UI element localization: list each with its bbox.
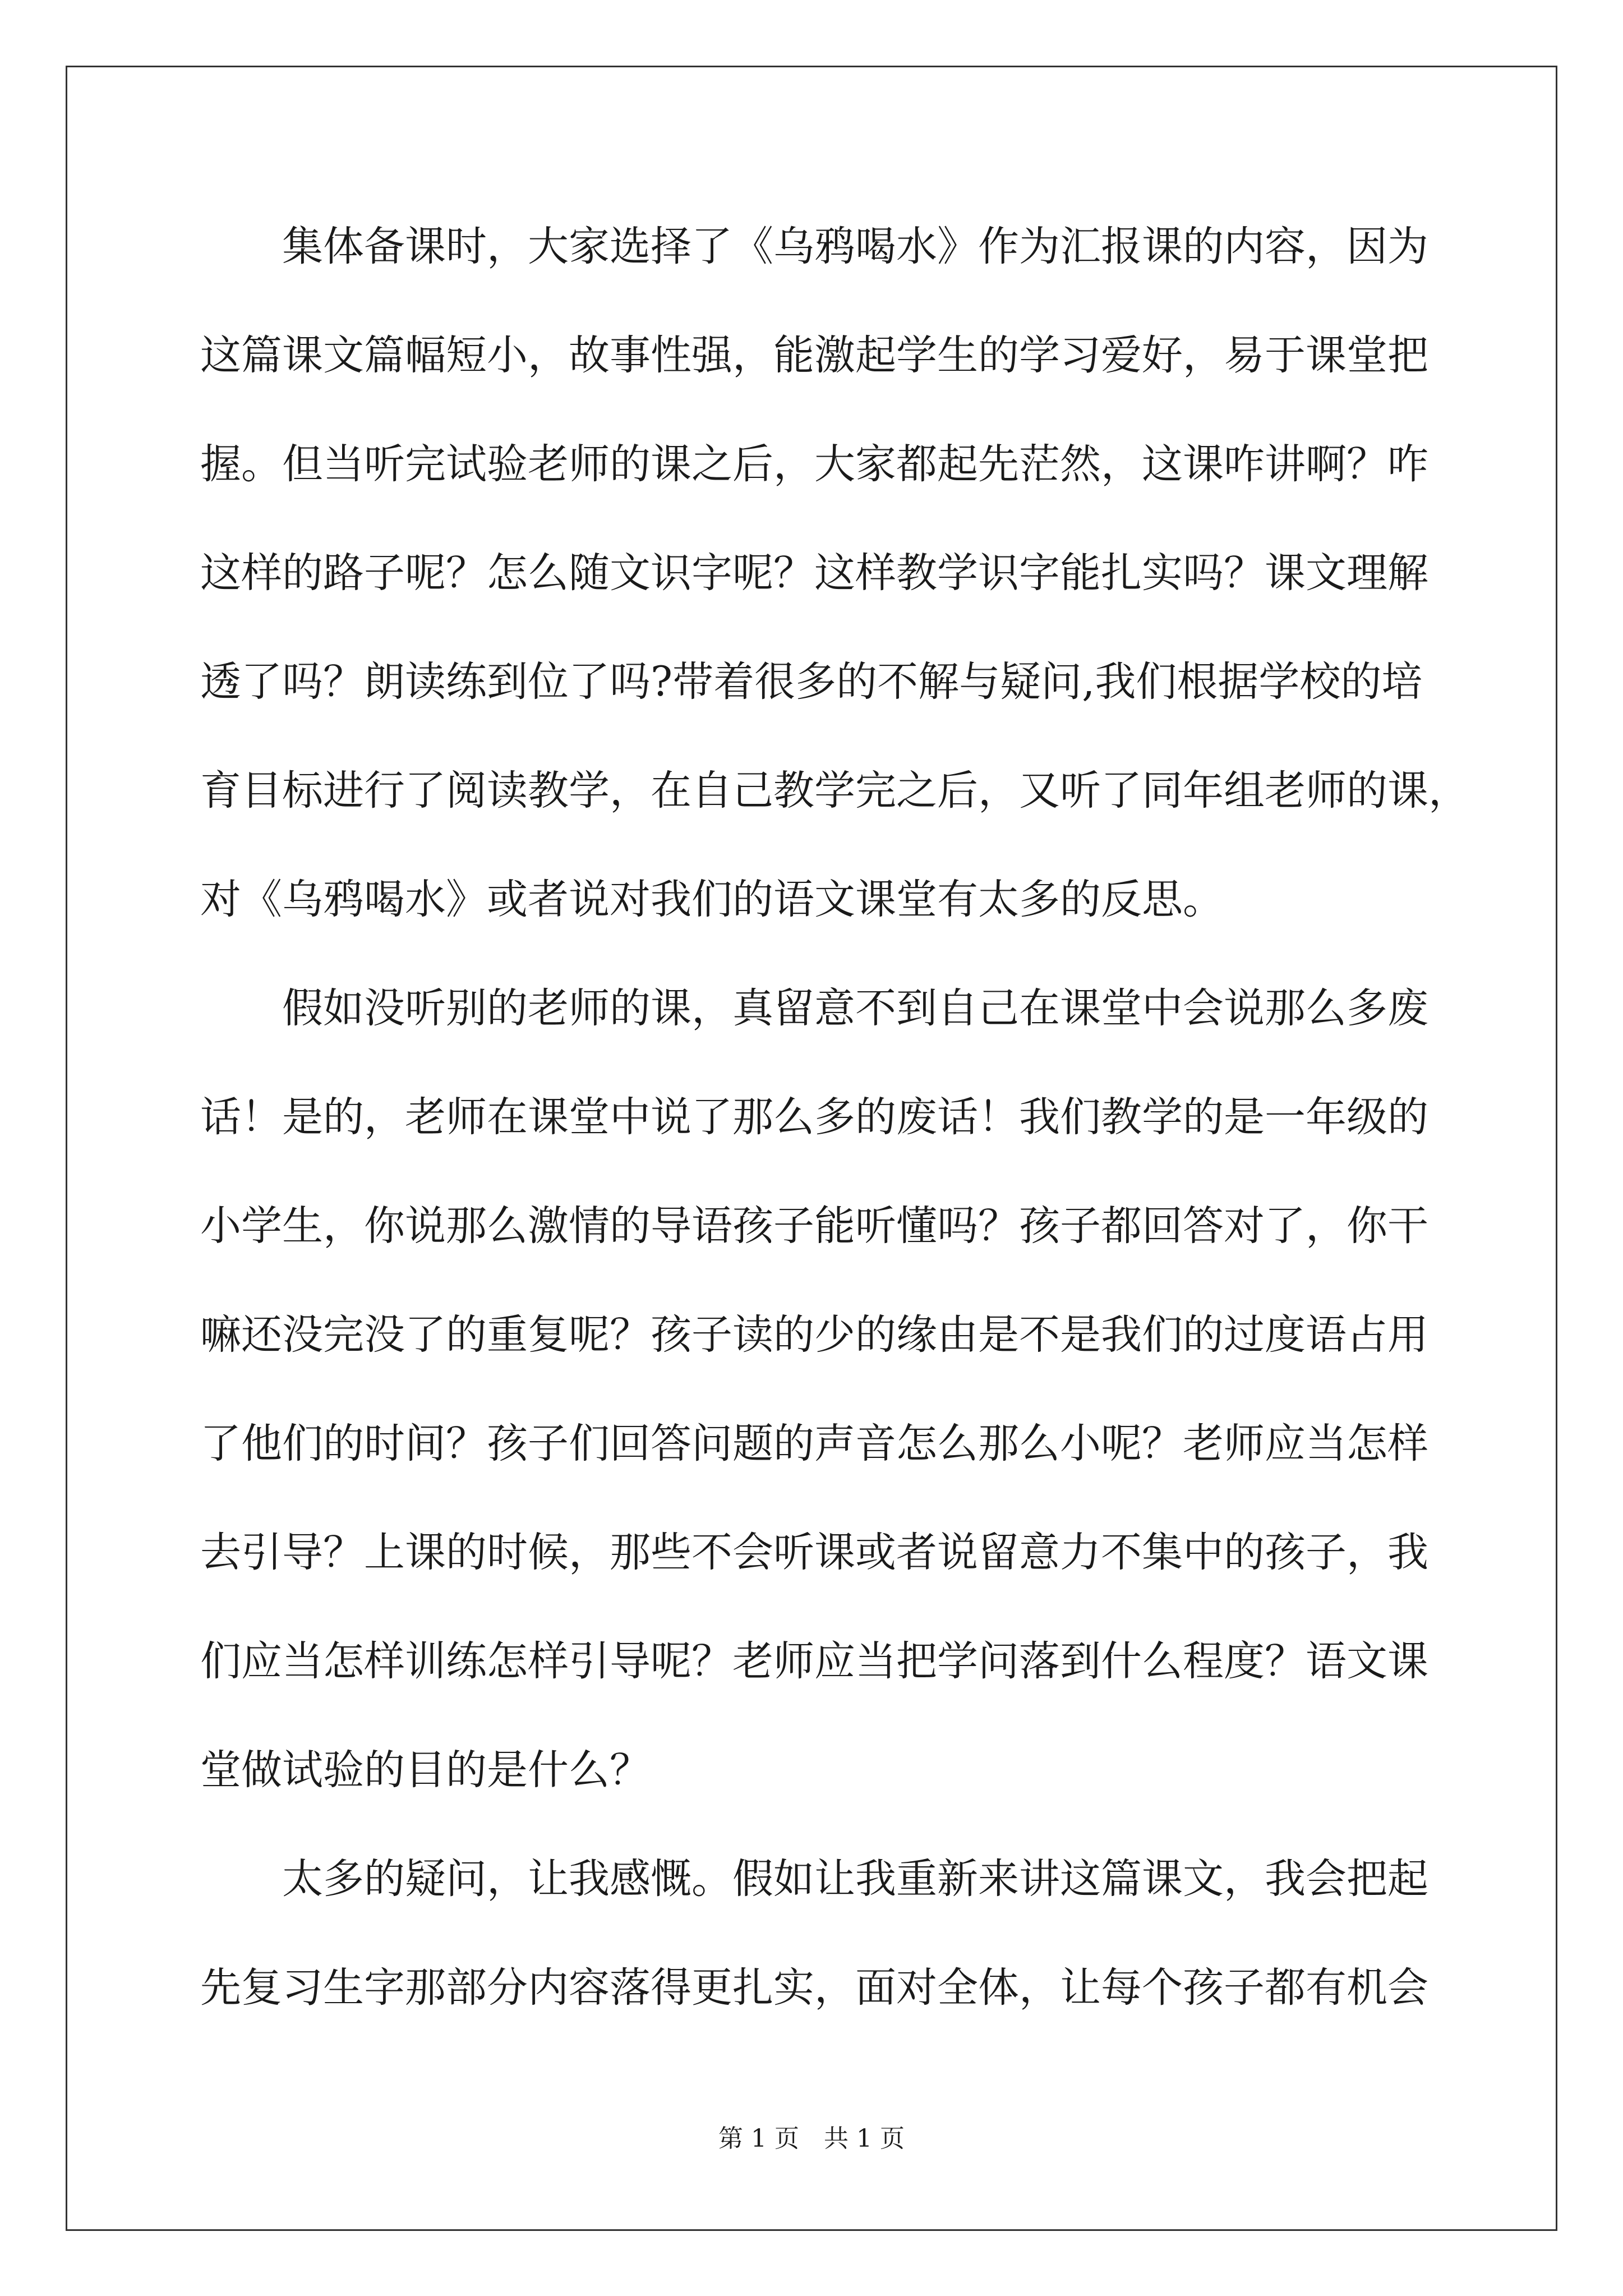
text-line: 小学生，你说那么激情的导语孩子能听懂吗？孩子都回答对了，你干 <box>200 1202 1428 1250</box>
text-line: 育目标进行了阅读教学，在自己教学完之后，又听了同年组老师的课， <box>200 767 1469 815</box>
text-line: 集体备课时，大家选择了《乌鸦喝水》作为汇报课的内容，因为 <box>200 223 1428 270</box>
page-number-footer: 第 1 页 共 1 页 <box>718 2124 905 2153</box>
text-line: 这篇课文篇幅短小，故事性强，能激起学生的学习爱好，易于课堂把 <box>200 332 1428 379</box>
text-line: 嘛还没完没了的重复呢？孩子读的少的缘由是不是我们的过度语占用 <box>200 1311 1428 1359</box>
text-line: 了他们的时间？孩子们回答问题的声音怎么那么小呢？老师应当怎样 <box>200 1420 1428 1467</box>
text-line: 话！是的，老师在课堂中说了那么多的废话！我们教学的是一年级的 <box>200 1093 1428 1141</box>
text-line: 先复习生字那部分内容落得更扎实，面对全体，让每个孩子都有机会 <box>200 1964 1428 2012</box>
text-line: 握。但当听完试验老师的课之后，大家都起先茫然，这课咋讲啊？咋 <box>200 440 1428 488</box>
text-line: 这样的路子呢？怎么随文识字呢？这样教学识字能扎实吗？课文理解 <box>200 549 1428 597</box>
text-line: 透了吗？朗读练到位了吗?带着很多的不解与疑问,我们根据学校的培 <box>200 658 1423 706</box>
text-line: 堂做试验的目的是什么？ <box>200 1746 651 1794</box>
text-line: 去引导？上课的时候，那些不会听课或者说留意力不集中的孩子，我 <box>200 1529 1428 1576</box>
text-line: 太多的疑问，让我感慨。假如让我重新来讲这篇课文，我会把起 <box>200 1855 1428 1903</box>
text-line: 对《乌鸦喝水》或者说对我们的语文课堂有太多的反思。 <box>200 876 1224 923</box>
text-line: 们应当怎样训练怎样引导呢？老师应当把学问落到什么程度？语文课 <box>200 1637 1428 1685</box>
text-line: 假如没听别的老师的课，真留意不到自己在课堂中会说那么多废 <box>200 984 1428 1032</box>
